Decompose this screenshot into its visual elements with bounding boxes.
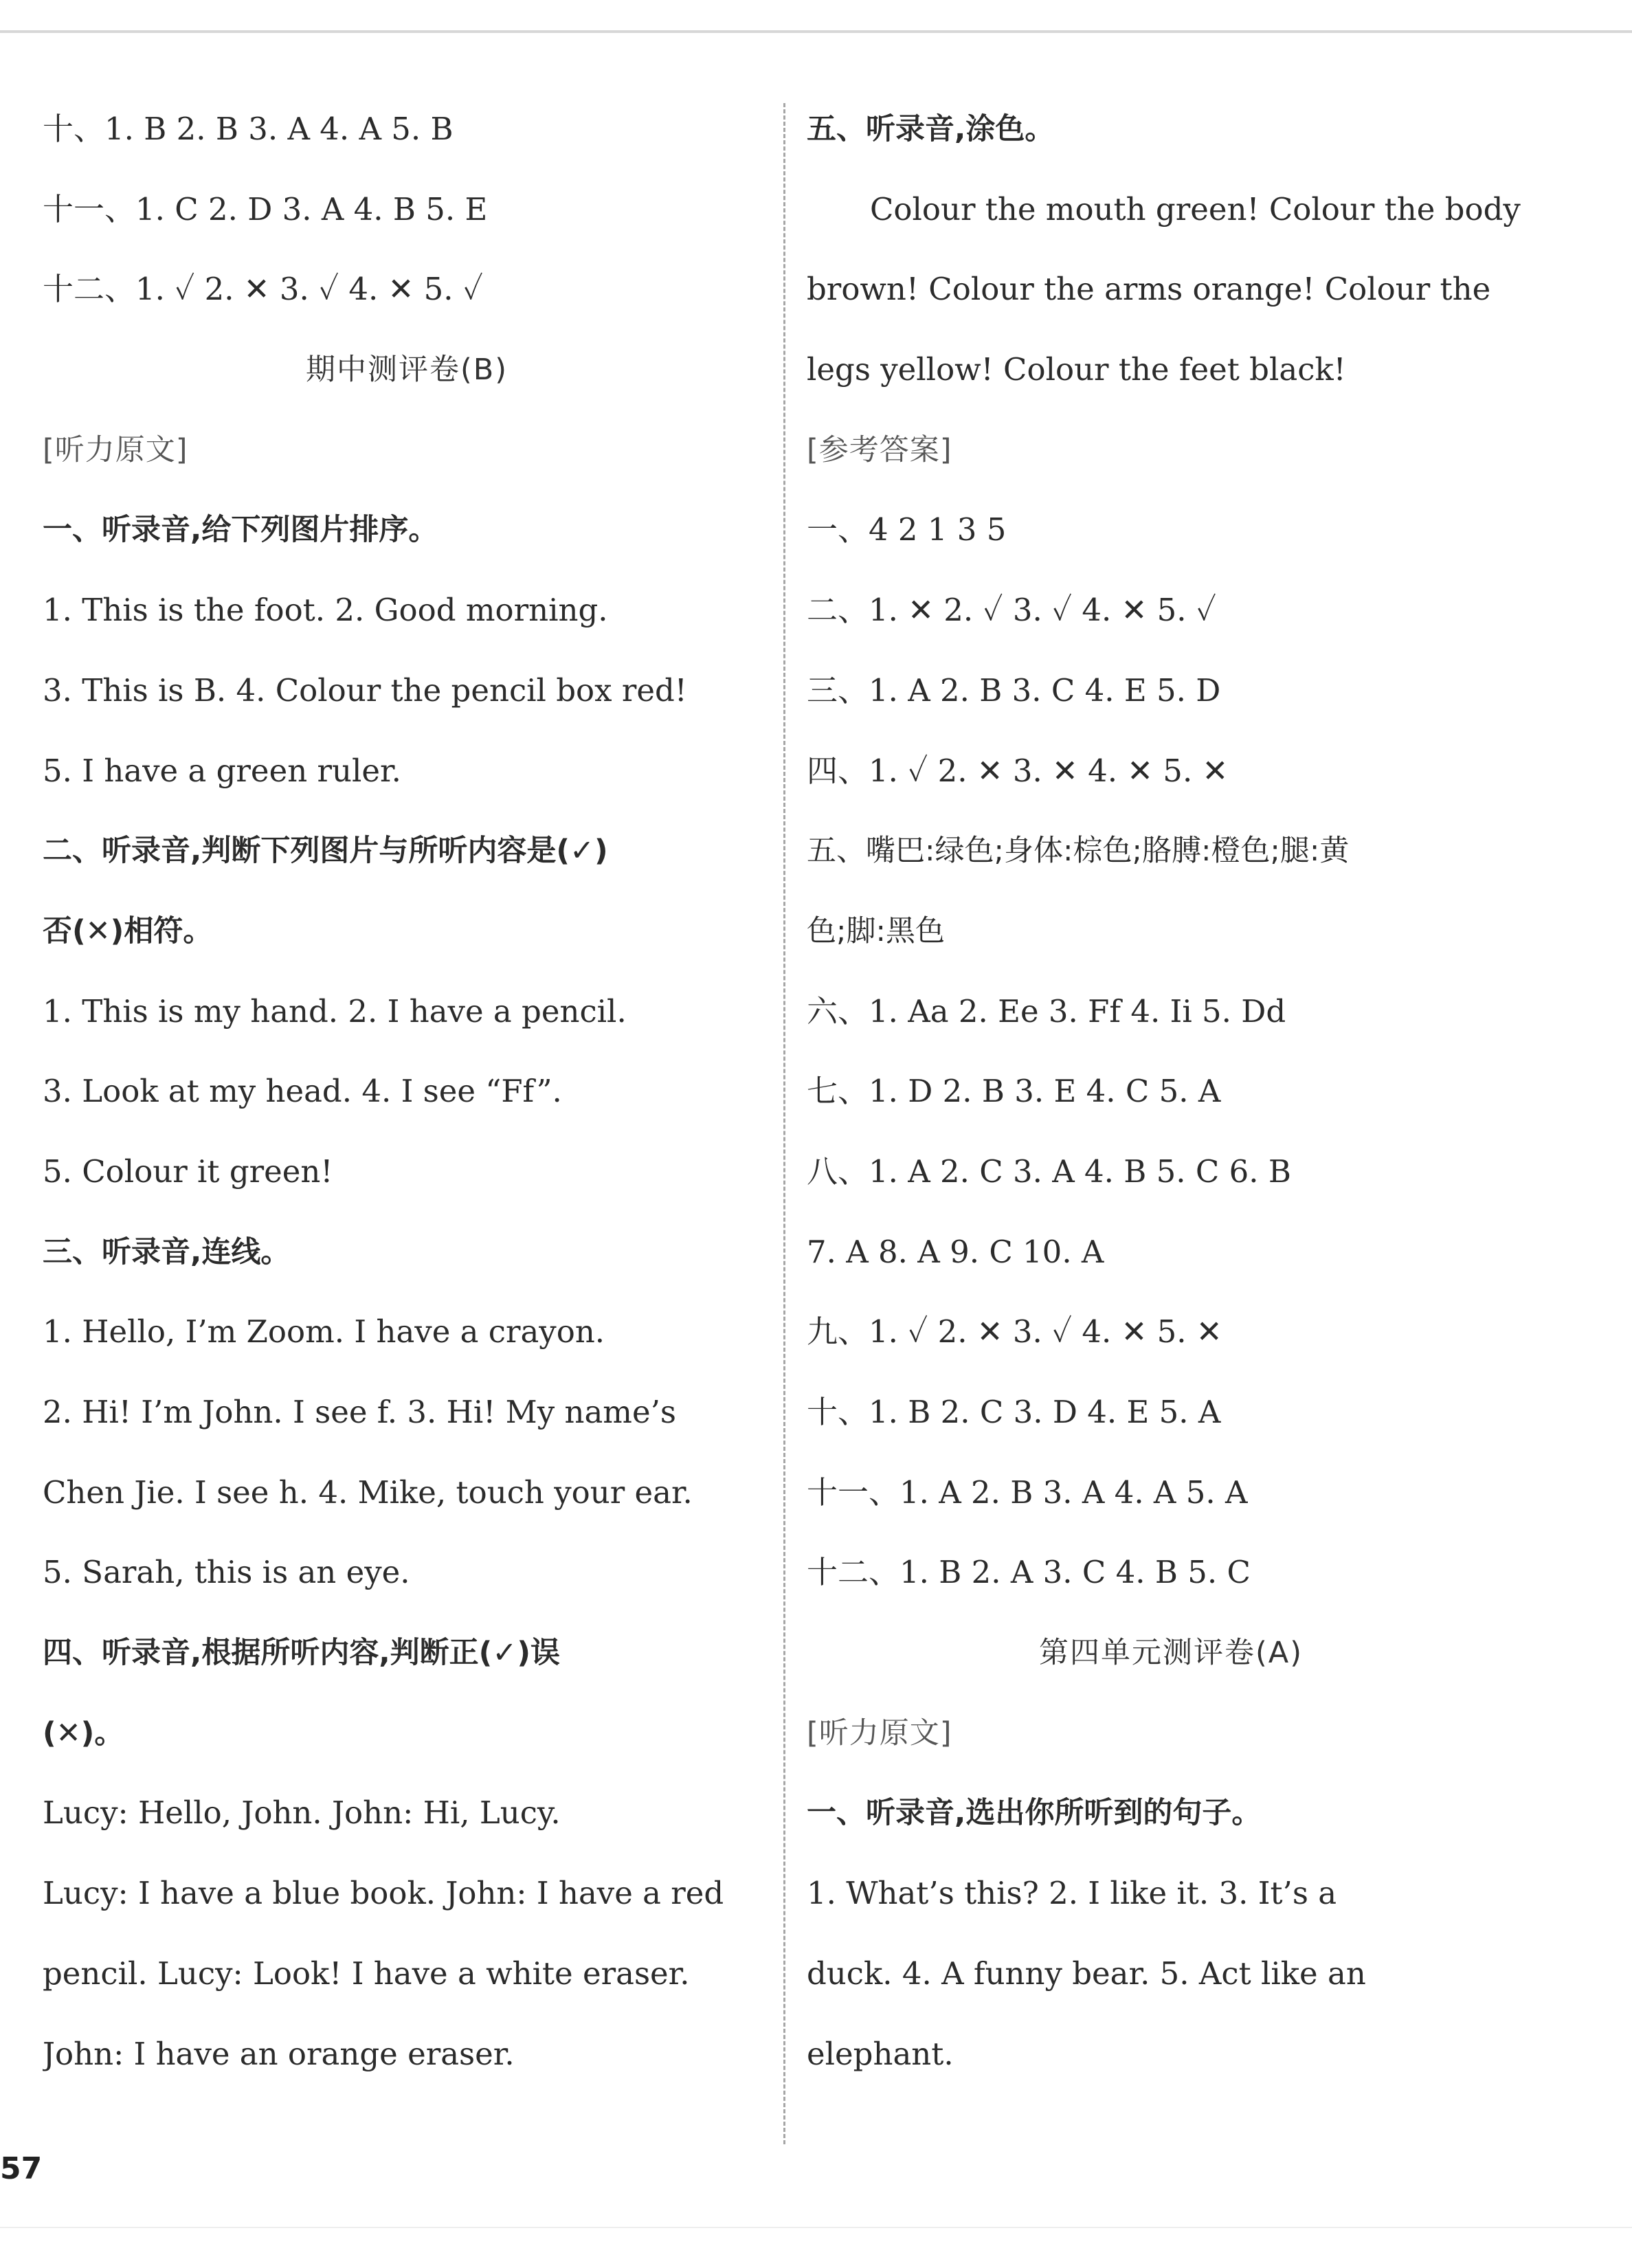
transcript-line: 1. This is my hand. 2. I have a pencil. bbox=[43, 992, 627, 1030]
instruction-3: 三、听录音,连线。 bbox=[43, 1234, 291, 1269]
section-title-unit4-a: 第四单元测评卷(A) bbox=[1039, 1636, 1303, 1671]
left-column bbox=[43, 89, 771, 2094]
transcript-line: 5. Sarah, this is an eye. bbox=[43, 1554, 410, 1591]
instruction-5: 五、听录音,涂色。 bbox=[807, 112, 1055, 146]
dialogue-line: pencil. Lucy: Look! I have a white eraser. bbox=[43, 1955, 690, 1992]
answer-line: 十一、1. A 2. B 3. A 4. A 5. A bbox=[807, 1474, 1248, 1511]
answer-line: 十二、1. B 2. A 3. C 4. B 5. C bbox=[807, 1554, 1251, 1591]
answer-line-10: 十、1. B 2. B 3. A 4. A 5. B bbox=[43, 111, 454, 147]
answer-line: 六、1. Aa 2. Ee 3. Ff 4. Ii 5. Dd bbox=[807, 992, 1286, 1030]
page-number: 57 bbox=[0, 2151, 43, 2186]
transcript-line: 1. This is the foot. 2. Good morning. bbox=[43, 592, 608, 629]
right-column bbox=[807, 89, 1535, 2094]
reference-answer-tag: [参考答案] bbox=[807, 432, 952, 467]
transcript-line: Colour the mouth green! Colour the body bbox=[870, 190, 1521, 227]
transcript-line: 3. This is B. 4. Colour the pencil box red! bbox=[43, 671, 687, 709]
transcript-line: legs yellow! Colour the feet black! bbox=[807, 351, 1346, 388]
instruction-2: 二、听录音,判断下列图片与所听内容是(✓) bbox=[43, 834, 608, 869]
transcript-line: 3. Look at my head. 4. I see “Ff”. bbox=[43, 1073, 562, 1110]
instruction-4-cont: (✕)。 bbox=[43, 1715, 124, 1750]
transcript-line: 5. I have a green ruler. bbox=[43, 752, 401, 789]
dialogue-line: John: I have an orange eraser. bbox=[43, 2035, 515, 2072]
transcript-line: duck. 4. A funny bear. 5. Act like an bbox=[807, 1955, 1366, 1992]
transcript-line: brown! Colour the arms orange! Colour the bbox=[807, 271, 1491, 308]
answer-line-11: 十一、1. C 2. D 3. A 4. B 5. E bbox=[43, 190, 488, 227]
transcript-line: 1. What’s this? 2. I like it. 3. It’s a bbox=[807, 1875, 1337, 1912]
transcript-line: elephant. bbox=[807, 2035, 954, 2072]
answer-line: 七、1. D 2. B 3. E 4. C 5. A bbox=[807, 1073, 1221, 1110]
answer-line: 7. A 8. A 9. C 10. A bbox=[807, 1233, 1104, 1270]
answer-line: 九、1. ✓ 2. ✕ 3. ✓ 4. ✕ 5. ✕ bbox=[807, 1313, 1222, 1350]
answer-line: 三、1. A 2. B 3. C 4. E 5. D bbox=[807, 671, 1221, 709]
column-divider bbox=[783, 103, 785, 2144]
answer-line: 五、嘴巴:绿色;身体:棕色;胳膊:橙色;腿:黄 bbox=[807, 834, 1350, 869]
answer-line-12: 十二、1. ✓ 2. ✕ 3. ✓ 4. ✕ 5. ✓ bbox=[43, 271, 483, 308]
answer-line: 十、1. B 2. C 3. D 4. E 5. A bbox=[807, 1394, 1221, 1430]
transcript-line: Chen Jie. I see h. 4. Mike, touch your ear. bbox=[43, 1474, 693, 1511]
header-rule bbox=[0, 30, 1632, 33]
dialogue-line: Lucy: I have a blue book. John: I have a red bbox=[43, 1875, 724, 1912]
listening-transcript-tag: [听力原文] bbox=[807, 1715, 952, 1750]
instruction-2-cont: 否(✕)相符。 bbox=[43, 913, 213, 948]
answer-line: 二、1. ✕ 2. ✓ 3. ✓ 4. ✕ 5. ✓ bbox=[807, 592, 1216, 629]
instruction-4: 四、听录音,根据所听内容,判断正(✓)误 bbox=[43, 1636, 561, 1671]
instruction-1: 一、听录音,选出你所听到的句子。 bbox=[807, 1796, 1262, 1831]
answer-line: 四、1. ✓ 2. ✕ 3. ✕ 4. ✕ 5. ✕ bbox=[807, 752, 1229, 789]
transcript-line: 1. Hello, I’m Zoom. I have a crayon. bbox=[43, 1313, 605, 1350]
section-title-midterm-b: 期中测评卷(B) bbox=[305, 353, 508, 388]
footer-rule bbox=[0, 2227, 1632, 2228]
answer-line: 八、1. A 2. C 3. A 4. B 5. C 6. B bbox=[807, 1153, 1291, 1190]
instruction-1: 一、听录音,给下列图片排序。 bbox=[43, 513, 438, 548]
answer-line: 色;脚:黑色 bbox=[807, 913, 945, 948]
listening-transcript-tag: [听力原文] bbox=[43, 432, 188, 467]
transcript-line: 5. Colour it green! bbox=[43, 1153, 333, 1190]
answer-line: 一、4 2 1 3 5 bbox=[807, 511, 1007, 548]
transcript-line: 2. Hi! I’m John. I see f. 3. Hi! My name’s bbox=[43, 1394, 676, 1430]
dialogue-line: Lucy: Hello, John. John: Hi, Lucy. bbox=[43, 1794, 561, 1832]
